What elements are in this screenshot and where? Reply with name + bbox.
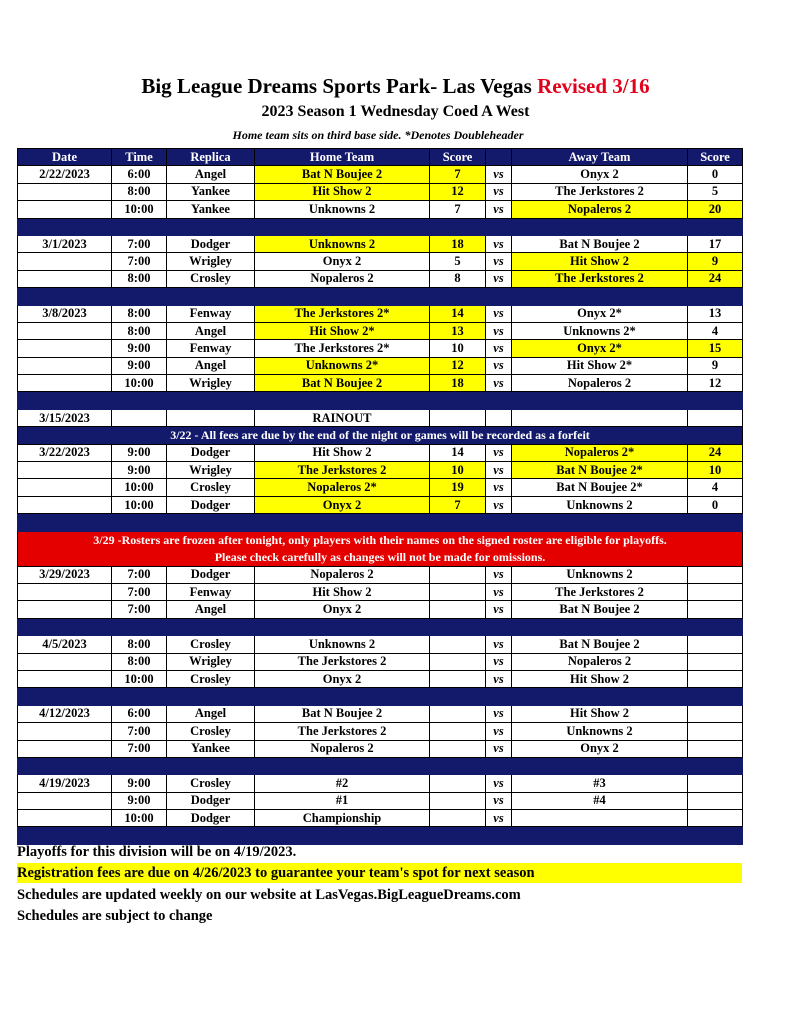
game-date <box>18 740 112 757</box>
game-time: 10:00 <box>112 201 167 218</box>
home-score: 14 <box>430 444 486 461</box>
game-replica: Fenway <box>167 340 255 357</box>
vs-label: vs <box>486 357 512 374</box>
game-row <box>18 496 743 513</box>
away-team: Onyx 2 <box>512 166 688 183</box>
game-replica: Wrigley <box>167 253 255 270</box>
home-score: 10 <box>430 340 486 357</box>
game-time: 7:00 <box>112 235 167 252</box>
away-team: Unknowns 2* <box>512 322 688 339</box>
home-team: RAINOUT <box>255 409 430 426</box>
playoffs-note: Playoffs for this division will be on 4/19/2023. <box>17 844 297 860</box>
vs-label: vs <box>486 235 512 252</box>
vs-label <box>486 409 512 426</box>
col-header-away-team: Away Team <box>512 149 688 166</box>
game-time: 8:00 <box>112 322 167 339</box>
home-score <box>430 670 486 687</box>
separator-row <box>18 688 743 705</box>
game-date <box>18 322 112 339</box>
col-header-time: Time <box>112 149 167 166</box>
home-team: Onyx 2 <box>255 670 430 687</box>
game-replica: Angel <box>167 705 255 722</box>
game-replica: Dodger <box>167 810 255 827</box>
game-time: 8:00 <box>112 183 167 200</box>
separator-cell <box>18 757 743 774</box>
away-team: The Jerkstores 2 <box>512 270 688 287</box>
registration-note: Registration fees are due on 4/26/2023 to guarantee your team's spot for next season <box>17 863 742 883</box>
game-date <box>18 810 112 827</box>
separator-row <box>18 218 743 235</box>
away-team: Bat N Boujee 2 <box>512 235 688 252</box>
game-row <box>18 653 743 670</box>
game-row <box>18 444 743 461</box>
away-team: The Jerkstores 2 <box>512 583 688 600</box>
vs-label: vs <box>486 670 512 687</box>
game-date: 2/22/2023 <box>18 166 112 183</box>
separator-cell <box>18 218 743 235</box>
website-note: Schedules are updated weekly on our website at LasVegas.BigLeagueDreams.com <box>17 887 521 903</box>
away-team: Hit Show 2 <box>512 253 688 270</box>
home-team: Onyx 2 <box>255 601 430 618</box>
fees-notice: 3/22 - All fees are due by the end of the night or games will be recorded as a forfeit <box>18 427 743 444</box>
away-score: 5 <box>688 183 743 200</box>
game-time: 8:00 <box>112 653 167 670</box>
game-time: 10:00 <box>112 810 167 827</box>
separator-row <box>18 392 743 409</box>
game-time: 8:00 <box>112 636 167 653</box>
game-time: 9:00 <box>112 444 167 461</box>
away-score <box>688 810 743 827</box>
game-date <box>18 670 112 687</box>
home-score: 18 <box>430 375 486 392</box>
game-row <box>18 340 743 357</box>
home-score: 10 <box>430 462 486 479</box>
home-team: The Jerkstores 2 <box>255 723 430 740</box>
game-date <box>18 601 112 618</box>
home-team: Hit Show 2* <box>255 322 430 339</box>
home-team: The Jerkstores 2* <box>255 340 430 357</box>
home-score: 8 <box>430 270 486 287</box>
vs-label: vs <box>486 183 512 200</box>
game-row <box>18 810 743 827</box>
game-date: 4/5/2023 <box>18 636 112 653</box>
home-team: Bat N Boujee 2 <box>255 166 430 183</box>
away-score: 24 <box>688 444 743 461</box>
home-team: The Jerkstores 2* <box>255 305 430 322</box>
vs-label: vs <box>486 792 512 809</box>
game-time: 10:00 <box>112 496 167 513</box>
vs-label: vs <box>486 775 512 792</box>
separator-cell <box>18 618 743 635</box>
roster-banner <box>18 531 743 566</box>
away-score: 4 <box>688 322 743 339</box>
game-row <box>18 740 743 757</box>
away-team: Bat N Boujee 2* <box>512 479 688 496</box>
away-score: 17 <box>688 235 743 252</box>
away-team: Nopaleros 2* <box>512 444 688 461</box>
home-team: Hit Show 2 <box>255 183 430 200</box>
game-row <box>18 723 743 740</box>
game-time: 10:00 <box>112 479 167 496</box>
game-time: 7:00 <box>112 723 167 740</box>
vs-label: vs <box>486 583 512 600</box>
vs-label: vs <box>486 810 512 827</box>
away-team: Unknowns 2 <box>512 566 688 583</box>
away-team: #4 <box>512 792 688 809</box>
away-team: Unknowns 2 <box>512 496 688 513</box>
away-team: Bat N Boujee 2 <box>512 601 688 618</box>
game-replica: Wrigley <box>167 375 255 392</box>
away-score: 24 <box>688 270 743 287</box>
game-replica: Angel <box>167 601 255 618</box>
title-main: Big League Dreams Sports Park- Las Vegas <box>141 74 532 98</box>
vs-label: vs <box>486 705 512 722</box>
away-team: Onyx 2* <box>512 305 688 322</box>
game-time: 9:00 <box>112 775 167 792</box>
game-time: 6:00 <box>112 705 167 722</box>
schedule-body <box>18 166 743 844</box>
home-team: Hit Show 2 <box>255 444 430 461</box>
game-time: 7:00 <box>112 566 167 583</box>
vs-label: vs <box>486 375 512 392</box>
away-team: The Jerkstores 2 <box>512 183 688 200</box>
separator-cell <box>18 688 743 705</box>
away-score <box>688 566 743 583</box>
separator-cell <box>18 514 743 531</box>
home-score <box>430 775 486 792</box>
home-team: Nopaleros 2 <box>255 566 430 583</box>
game-replica: Crosley <box>167 270 255 287</box>
separator-row <box>18 757 743 774</box>
col-header-home-score: Score <box>430 149 486 166</box>
away-score <box>688 740 743 757</box>
game-time <box>112 409 167 426</box>
game-time: 10:00 <box>112 670 167 687</box>
game-replica: Crosley <box>167 670 255 687</box>
game-time: 9:00 <box>112 792 167 809</box>
away-score <box>688 670 743 687</box>
game-time: 7:00 <box>112 601 167 618</box>
game-row <box>18 479 743 496</box>
away-score <box>688 775 743 792</box>
away-score <box>688 601 743 618</box>
away-team: Hit Show 2 <box>512 670 688 687</box>
away-score <box>688 705 743 722</box>
game-replica: Angel <box>167 166 255 183</box>
home-team: Bat N Boujee 2 <box>255 375 430 392</box>
home-team: The Jerkstores 2 <box>255 462 430 479</box>
game-replica: Crosley <box>167 636 255 653</box>
home-score <box>430 723 486 740</box>
home-score <box>430 409 486 426</box>
home-team: Unknowns 2 <box>255 636 430 653</box>
away-team: Nopaleros 2 <box>512 653 688 670</box>
vs-label: vs <box>486 479 512 496</box>
game-replica: Yankee <box>167 201 255 218</box>
roster-banner-line-2: Please check carefully as changes will not be made for omissions. <box>214 549 546 564</box>
game-date <box>18 270 112 287</box>
schedule-change-note: Schedules are subject to change <box>17 908 213 924</box>
away-score: 10 <box>688 462 743 479</box>
separator-row <box>18 514 743 531</box>
game-row <box>18 166 743 183</box>
game-date <box>18 479 112 496</box>
game-row <box>18 305 743 322</box>
home-score <box>430 792 486 809</box>
home-team: The Jerkstores 2 <box>255 653 430 670</box>
home-score <box>430 566 486 583</box>
game-replica: Yankee <box>167 183 255 200</box>
game-replica: Dodger <box>167 566 255 583</box>
vs-label: vs <box>486 566 512 583</box>
game-date <box>18 253 112 270</box>
home-score: 7 <box>430 201 486 218</box>
game-date <box>18 340 112 357</box>
home-team: Bat N Boujee 2 <box>255 705 430 722</box>
revised-label: Revised 3/16 <box>537 74 650 98</box>
separator-row <box>18 288 743 305</box>
away-score <box>688 583 743 600</box>
away-team: Nopaleros 2 <box>512 201 688 218</box>
away-score: 9 <box>688 357 743 374</box>
separator-cell <box>18 288 743 305</box>
game-date <box>18 357 112 374</box>
game-replica: Dodger <box>167 496 255 513</box>
away-score <box>688 653 743 670</box>
game-date <box>18 462 112 479</box>
away-team: Nopaleros 2 <box>512 375 688 392</box>
vs-label: vs <box>486 322 512 339</box>
home-score: 18 <box>430 235 486 252</box>
game-row <box>18 566 743 583</box>
away-team: #3 <box>512 775 688 792</box>
home-score: 13 <box>430 322 486 339</box>
roster-banner-row <box>18 531 743 566</box>
home-score <box>430 810 486 827</box>
game-replica: Wrigley <box>167 653 255 670</box>
home-team-note: Home team sits on third base side. *Denotes Doubleheader <box>232 128 524 142</box>
away-score: 0 <box>688 166 743 183</box>
game-date: 3/29/2023 <box>18 566 112 583</box>
game-time: 9:00 <box>112 340 167 357</box>
home-team: Championship <box>255 810 430 827</box>
col-header-home-team: Home Team <box>255 149 430 166</box>
home-score: 12 <box>430 357 486 374</box>
away-team: Hit Show 2 <box>512 705 688 722</box>
away-score: 9 <box>688 253 743 270</box>
game-date: 4/19/2023 <box>18 775 112 792</box>
fees-notice-row <box>18 427 743 444</box>
page-title <box>0 74 791 98</box>
game-date <box>18 653 112 670</box>
home-team: Unknowns 2* <box>255 357 430 374</box>
game-date <box>18 375 112 392</box>
home-score: 14 <box>430 305 486 322</box>
home-score <box>430 601 486 618</box>
vs-label: vs <box>486 740 512 757</box>
game-row <box>18 357 743 374</box>
away-score <box>688 792 743 809</box>
game-time: 6:00 <box>112 166 167 183</box>
game-replica: Dodger <box>167 235 255 252</box>
home-team: #1 <box>255 792 430 809</box>
game-date: 3/1/2023 <box>18 235 112 252</box>
game-row <box>18 235 743 252</box>
col-header-date: Date <box>18 149 112 166</box>
game-replica: Crosley <box>167 775 255 792</box>
away-team <box>512 810 688 827</box>
away-score: 4 <box>688 479 743 496</box>
vs-label: vs <box>486 305 512 322</box>
game-replica: Crosley <box>167 723 255 740</box>
home-score <box>430 653 486 670</box>
game-row <box>18 792 743 809</box>
game-replica: Yankee <box>167 740 255 757</box>
vs-label: vs <box>486 166 512 183</box>
home-team: Nopaleros 2* <box>255 479 430 496</box>
home-team: Nopaleros 2 <box>255 740 430 757</box>
away-team: Hit Show 2* <box>512 357 688 374</box>
home-team: Onyx 2 <box>255 253 430 270</box>
game-row <box>18 183 743 200</box>
away-score <box>688 636 743 653</box>
game-row <box>18 583 743 600</box>
game-date: 3/22/2023 <box>18 444 112 461</box>
game-row <box>18 409 743 426</box>
home-score <box>430 705 486 722</box>
game-row <box>18 462 743 479</box>
home-score <box>430 583 486 600</box>
game-date <box>18 201 112 218</box>
schedule-table <box>17 148 743 845</box>
vs-label: vs <box>486 253 512 270</box>
separator-cell <box>18 392 743 409</box>
away-score <box>688 409 743 426</box>
game-date: 3/8/2023 <box>18 305 112 322</box>
game-row <box>18 636 743 653</box>
game-replica: Dodger <box>167 792 255 809</box>
away-team <box>512 409 688 426</box>
game-date: 4/12/2023 <box>18 705 112 722</box>
col-header-replica: Replica <box>167 149 255 166</box>
away-score: 0 <box>688 496 743 513</box>
game-replica: Angel <box>167 357 255 374</box>
home-team: #2 <box>255 775 430 792</box>
home-score <box>430 636 486 653</box>
home-score: 12 <box>430 183 486 200</box>
vs-label: vs <box>486 636 512 653</box>
game-time: 7:00 <box>112 583 167 600</box>
home-team: Onyx 2 <box>255 496 430 513</box>
vs-label: vs <box>486 723 512 740</box>
game-date: 3/15/2023 <box>18 409 112 426</box>
vs-label: vs <box>486 340 512 357</box>
away-team: Unknowns 2 <box>512 723 688 740</box>
vs-label: vs <box>486 601 512 618</box>
away-score <box>688 723 743 740</box>
game-replica <box>167 409 255 426</box>
game-replica: Fenway <box>167 583 255 600</box>
away-score: 15 <box>688 340 743 357</box>
away-score: 20 <box>688 201 743 218</box>
game-time: 9:00 <box>112 357 167 374</box>
separator-row <box>18 618 743 635</box>
game-date <box>18 583 112 600</box>
game-time: 9:00 <box>112 462 167 479</box>
game-replica: Dodger <box>167 444 255 461</box>
game-row <box>18 601 743 618</box>
game-row <box>18 270 743 287</box>
home-team: Unknowns 2 <box>255 201 430 218</box>
vs-label: vs <box>486 496 512 513</box>
game-time: 10:00 <box>112 375 167 392</box>
game-replica: Crosley <box>167 479 255 496</box>
game-date <box>18 792 112 809</box>
vs-label: vs <box>486 653 512 670</box>
game-row <box>18 705 743 722</box>
away-team: Bat N Boujee 2* <box>512 462 688 479</box>
away-team: Onyx 2* <box>512 340 688 357</box>
game-time: 7:00 <box>112 253 167 270</box>
away-score: 13 <box>688 305 743 322</box>
game-replica: Angel <box>167 322 255 339</box>
game-date <box>18 723 112 740</box>
game-row <box>18 322 743 339</box>
col-header-vs <box>486 149 512 166</box>
season-subtitle: 2023 Season 1 Wednesday Coed A West <box>261 103 530 120</box>
home-score: 5 <box>430 253 486 270</box>
game-time: 8:00 <box>112 305 167 322</box>
game-replica: Wrigley <box>167 462 255 479</box>
vs-label: vs <box>486 270 512 287</box>
home-team: Unknowns 2 <box>255 235 430 252</box>
away-team: Bat N Boujee 2 <box>512 636 688 653</box>
away-team: Onyx 2 <box>512 740 688 757</box>
game-replica: Fenway <box>167 305 255 322</box>
col-header-away-score: Score <box>688 149 743 166</box>
game-row <box>18 775 743 792</box>
game-row <box>18 201 743 218</box>
home-score: 7 <box>430 166 486 183</box>
vs-label: vs <box>486 201 512 218</box>
game-date <box>18 496 112 513</box>
vs-label: vs <box>486 444 512 461</box>
game-row <box>18 670 743 687</box>
roster-banner-line-1: 3/29 -Rosters are frozen after tonight, only players with their names on the signed roster are eligible for playoffs. <box>93 532 667 547</box>
vs-label: vs <box>486 462 512 479</box>
game-date <box>18 183 112 200</box>
game-time: 8:00 <box>112 270 167 287</box>
home-team: Nopaleros 2 <box>255 270 430 287</box>
home-score: 19 <box>430 479 486 496</box>
game-row <box>18 253 743 270</box>
game-time: 7:00 <box>112 740 167 757</box>
home-score <box>430 740 486 757</box>
home-score: 7 <box>430 496 486 513</box>
away-score: 12 <box>688 375 743 392</box>
table-header-row <box>18 149 743 166</box>
home-team: Hit Show 2 <box>255 583 430 600</box>
game-row <box>18 375 743 392</box>
